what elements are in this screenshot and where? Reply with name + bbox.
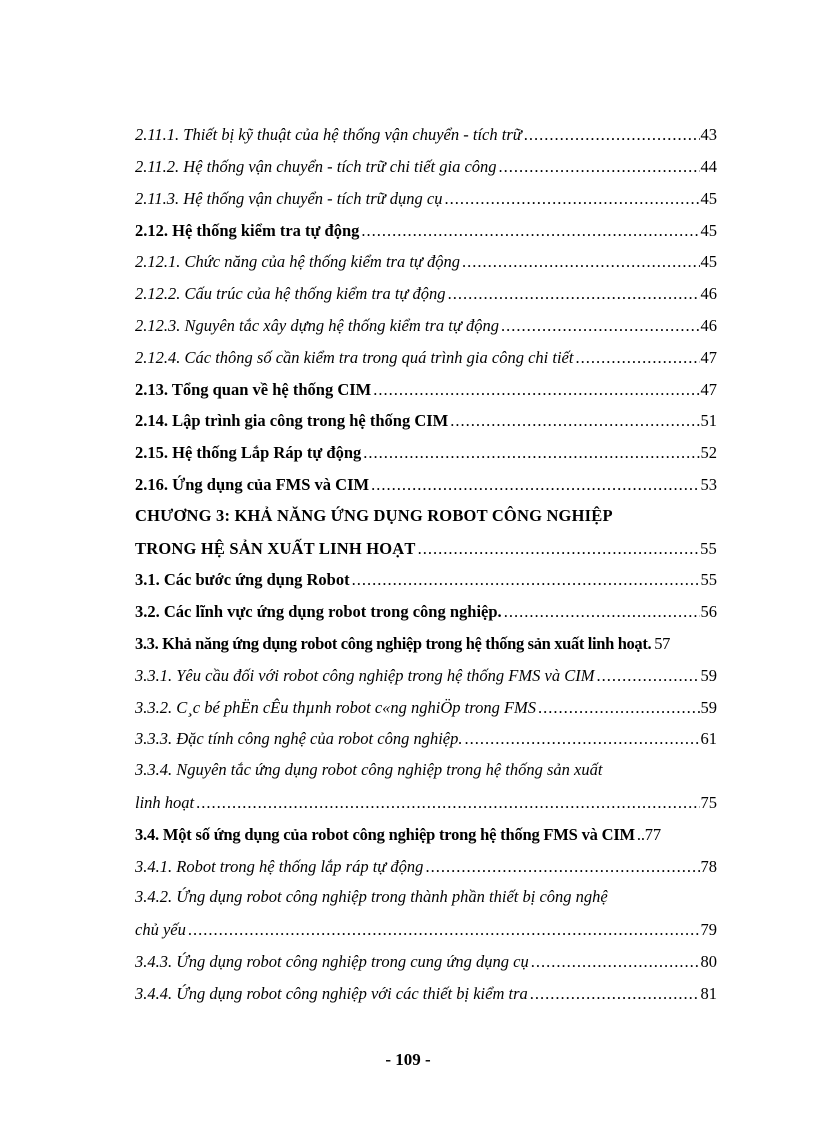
toc-entry-page: 45 bbox=[700, 252, 717, 272]
dot-leader bbox=[499, 159, 700, 176]
toc-entry-title: 2.16. Ứng dụng của FMS và CIM bbox=[135, 475, 370, 495]
toc-entry-page: 45 bbox=[700, 220, 717, 240]
toc-entry-page: 55 bbox=[700, 570, 717, 590]
toc-entry bbox=[135, 971, 717, 1003]
dot-leader bbox=[465, 731, 700, 748]
toc-entry bbox=[135, 207, 717, 239]
dot-leader bbox=[188, 922, 700, 939]
toc-entry bbox=[135, 716, 717, 748]
toc-entry-title-line2: chủ yếu bbox=[135, 920, 186, 940]
dot-leader bbox=[196, 795, 699, 812]
toc-entry-page: 55 bbox=[700, 538, 717, 558]
toc-entry-title-line2: linh hoạt bbox=[135, 793, 195, 813]
table-of-contents bbox=[135, 112, 717, 1002]
chapter-heading-entry bbox=[135, 525, 717, 557]
toc-entry-title: 3.3.3. Đặc tính công nghệ của robot công nghiệp. bbox=[135, 729, 463, 749]
toc-entry-title: 2.12.1. Chức năng của hệ thống kiểm tra tự động bbox=[135, 252, 461, 272]
toc-entry-page: 59 bbox=[700, 697, 717, 717]
dot-leader bbox=[531, 954, 700, 971]
toc-entry bbox=[135, 589, 717, 621]
toc-entry-page: ..77 bbox=[636, 824, 661, 844]
toc-entry-page: 79 bbox=[700, 920, 717, 940]
toc-entry bbox=[135, 430, 717, 462]
toc-entry-title: 3.3.2. C¸c bé phËn cÊu thµnh robot c«ng nghiÖp trong FMS bbox=[135, 697, 537, 717]
toc-entry bbox=[135, 144, 717, 176]
toc-entry-title: 2.12.2. Cấu trúc của hệ thống kiểm tra tự động bbox=[135, 284, 446, 304]
toc-entry bbox=[135, 398, 717, 430]
toc-entry-page: 46 bbox=[700, 284, 717, 304]
toc-entry-title: 3.3. Khả năng ứng dụng robot công nghiệp trong hệ thống sản xuất linh hoạt. bbox=[135, 634, 652, 654]
toc-entry-page: 44 bbox=[700, 157, 717, 177]
toc-entry-page: 80 bbox=[700, 952, 717, 972]
dot-leader bbox=[373, 382, 699, 399]
toc-entry bbox=[135, 335, 717, 367]
toc-entry-title: 2.12. Hệ thống kiểm tra tự động bbox=[135, 220, 360, 240]
toc-entry-title: 3.4.1. Robot trong hệ thống lắp ráp tự động bbox=[135, 856, 424, 876]
chapter-heading-line1: CHƯƠNG 3: KHẢ NĂNG ỨNG DỤNG ROBOT CÔNG NGHIỆP bbox=[135, 505, 613, 525]
toc-entry-page: 61 bbox=[700, 729, 717, 749]
toc-entry-page: 51 bbox=[700, 411, 717, 431]
toc-entry bbox=[135, 780, 717, 812]
dot-leader bbox=[425, 859, 699, 876]
dot-leader bbox=[524, 127, 700, 144]
dot-leader bbox=[450, 413, 699, 430]
toc-entry bbox=[135, 557, 717, 589]
toc-entry-page: 56 bbox=[700, 602, 717, 622]
toc-entry bbox=[135, 653, 717, 685]
toc-entry-title: 2.11.3. Hệ thống vận chuyển - tích trữ dụng cụ bbox=[135, 188, 443, 208]
toc-entry-page: 59 bbox=[700, 665, 717, 685]
toc-entry-title-line1: 3.4.2. Ứng dụng robot công nghiệp trong thành phần thiết bị công nghệ bbox=[135, 887, 608, 907]
dot-leader bbox=[448, 286, 700, 303]
toc-entry-title: 2.13. Tổng quan về hệ thống CIM bbox=[135, 379, 372, 399]
toc-entry-page: 46 bbox=[700, 316, 717, 336]
chapter-heading-line2: TRONG HỆ SẢN XUẤT LINH HOẠT bbox=[135, 538, 416, 558]
toc-entry-page: 52 bbox=[700, 443, 717, 463]
dot-leader bbox=[352, 572, 700, 589]
toc-entry-title: 2.12.3. Nguyên tắc xây dựng hệ thống kiểm tra tự động bbox=[135, 316, 499, 336]
dot-leader bbox=[538, 700, 699, 717]
toc-entry-title: 2.11.2. Hệ thống vận chuyển - tích trữ chi tiết gia công bbox=[135, 157, 497, 177]
toc-entry bbox=[135, 462, 717, 494]
toc-entry-page: 45 bbox=[700, 188, 717, 208]
toc-entry bbox=[135, 907, 717, 939]
dot-leader bbox=[361, 223, 699, 240]
toc-entry bbox=[135, 271, 717, 303]
dot-leader bbox=[444, 191, 699, 208]
toc-entry-title: 3.4.3. Ứng dụng robot công nghiệp trong cung ứng dụng cụ bbox=[135, 952, 529, 972]
toc-entry-title: 2.12.4. Các thông số cần kiểm tra trong quá trình gia công chi tiết bbox=[135, 347, 574, 367]
toc-entry-page: 53 bbox=[700, 475, 717, 495]
dot-leader bbox=[501, 318, 700, 335]
toc-entry bbox=[135, 366, 717, 398]
toc-entry bbox=[135, 303, 717, 335]
dot-leader bbox=[530, 986, 700, 1003]
toc-entry bbox=[135, 812, 717, 844]
dot-leader bbox=[363, 445, 699, 462]
dot-leader bbox=[462, 254, 699, 271]
toc-entry-title: 3.1. Các bước ứng dụng Robot bbox=[135, 570, 350, 590]
toc-entry bbox=[135, 239, 717, 271]
toc-entry bbox=[135, 176, 717, 208]
toc-entry-page: 75 bbox=[700, 793, 717, 813]
toc-entry-title: 3.4.4. Ứng dụng robot công nghiệp với các thiết bị kiểm tra bbox=[135, 983, 528, 1003]
dot-leader bbox=[596, 668, 699, 685]
toc-entry-page: 43 bbox=[700, 125, 717, 145]
dot-leader bbox=[575, 350, 699, 367]
toc-entry-page: 57 bbox=[654, 634, 671, 654]
toc-entry-title: 2.15. Hệ thống Lắp Ráp tự động bbox=[135, 443, 362, 463]
dot-leader bbox=[504, 604, 700, 621]
dot-leader bbox=[418, 541, 699, 558]
toc-entry-title: 2.14. Lập trình gia công trong hệ thống CIM bbox=[135, 411, 449, 431]
toc-entry-title: 2.11.1. Thiết bị kỹ thuật của hệ thống vận chuyển - tích trữ bbox=[135, 125, 522, 145]
toc-entry bbox=[135, 684, 717, 716]
toc-entry bbox=[135, 621, 717, 653]
toc-entry-title: 3.3.1. Yêu cầu đối với robot công nghiệp trong hệ thống FMS và CIM bbox=[135, 665, 595, 685]
toc-entry-title: 3.4. Một số ứng dụng của robot công nghiệp trong hệ thống FMS và CIM bbox=[135, 824, 635, 844]
toc-entry-page: 81 bbox=[700, 983, 717, 1003]
toc-entry-page: 47 bbox=[700, 379, 717, 399]
dot-leader bbox=[371, 477, 699, 494]
page-number: - 109 - bbox=[385, 1050, 431, 1069]
toc-entry bbox=[135, 843, 717, 875]
toc-entry-title-line1: 3.3.4. Nguyên tắc ứng dụng robot công nghiệp trong hệ thống sản xuất bbox=[135, 759, 603, 779]
toc-entry-title: 3.2. Các lĩnh vực ứng dụng robot trong công nghiệp. bbox=[135, 602, 502, 622]
toc-entry-page: 78 bbox=[700, 856, 717, 876]
toc-entry bbox=[135, 112, 717, 144]
toc-entry bbox=[135, 939, 717, 971]
toc-entry-page: 47 bbox=[700, 347, 717, 367]
